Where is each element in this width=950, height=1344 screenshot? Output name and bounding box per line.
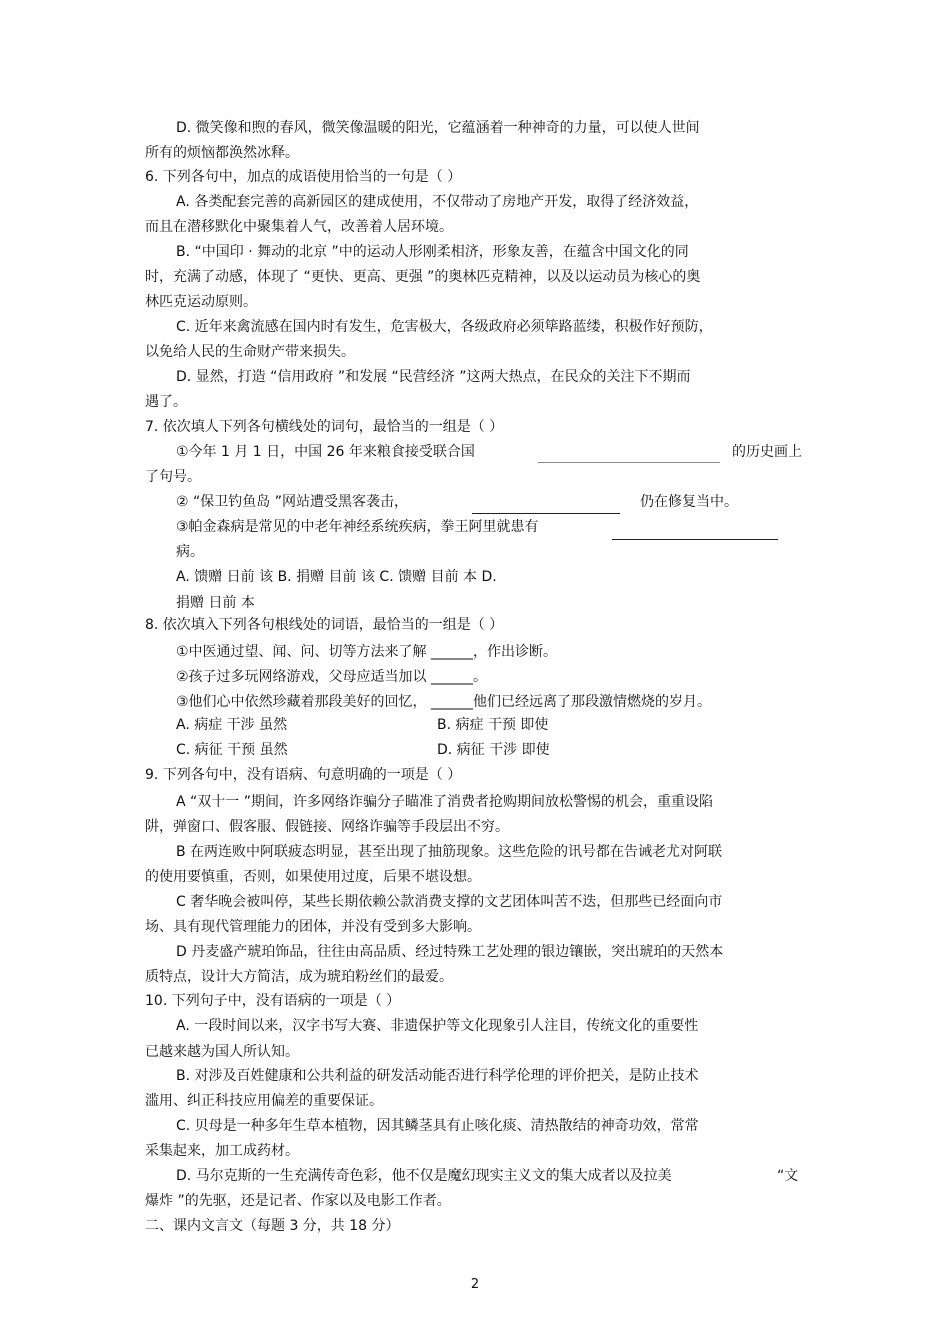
q9-option-c-line2: 场、具有现代管理能力的团体，并没有受到多大影响。	[145, 919, 481, 935]
q9-option-b-line2: 的使用要慎重，否则，如果使用过度，后果不堪设想。	[145, 869, 481, 885]
q5-option-d-line2: 所有的烦恼都涣然冰释。	[145, 145, 299, 161]
q10-option-b-line2: 滥用、纠正科技应用偏差的重要保证。	[145, 1093, 383, 1109]
q10-stem: 10. 下列句子中，没有语病的一项是（ ）	[145, 993, 401, 1009]
q7-sentence1-part3: 了句号。	[145, 469, 201, 485]
q8-sentence1: ①中医通过望、闻、问、切等方法来了解 ______，作出诊断。	[176, 644, 557, 660]
q10-option-d-line2: 爆炸 ”的先驱，还是记者、作家以及电影工作者。	[145, 1193, 451, 1209]
q9-option-b-line1: B 在两连败中阿联疲态明显，甚至出现了抽筋现象。这些危险的讯号都在告诫老尤对阿联	[176, 844, 723, 860]
q9-option-c-line1: C 奢华晚会被叫停，某些长期依赖公款消费支撑的文艺团体叫苦不迭，但那些已经面向市	[176, 894, 723, 910]
q7-sentence2-part2: 仍在修复当中。	[640, 494, 738, 510]
q10-option-b-line1: B. 对涉及百姓健康和公共利益的研发活动能否进行科学伦理的评价把关，是防止技术	[176, 1068, 699, 1084]
q9-option-d-line2: 质特点，设计大方简洁，成为琥珀粉丝们的最爱。	[145, 969, 453, 985]
q8-option-d: D. 病征 干涉 即使	[437, 742, 550, 758]
q7-blank1	[538, 462, 720, 463]
page-number: 2	[470, 1277, 480, 1292]
q9-option-d-line1: D 丹麦盛产琥珀饰品，往往由高品质、经过特殊工艺处理的银边镶嵌，突出琥珀的天然本	[176, 944, 724, 960]
q8-option-c: C. 病征 干预 虽然	[176, 742, 288, 758]
q6-option-b-line3: 林匹克运动原则。	[145, 294, 257, 310]
q6-option-c-line2: 以免给人民的生命财产带来损失。	[145, 344, 355, 360]
q6-option-d-line1: D. 显然，打造 “信用政府 ”和发展 “民营经济 ”这两大热点，在民众的关注下不期而	[176, 369, 691, 385]
q7-options-line1: A. 馈赠 日前 该 B. 捐赠 目前 该 C. 馈赠 目前 本 D.	[176, 569, 497, 585]
q9-stem: 9. 下列各句中，没有语病、句意明确的一项是（ ）	[145, 767, 462, 783]
q7-sentence3-part2: 病。	[176, 544, 204, 560]
q7-sentence3-part1: ③帕金森病是常见的中老年神经系统疾病，拳王阿里就患有	[176, 519, 539, 535]
q7-sentence2-part1: ② “保卫钓鱼岛 ”网站遭受黑客袭击，	[176, 494, 408, 510]
q8-sentence3: ③他们心中依然珍藏着那段美好的回忆， ______他们已经远离了那段激情燃烧的岁月。	[176, 694, 711, 710]
q10-option-d-line1-end: “文	[777, 1168, 799, 1184]
q10-option-a-line1: A. 一段时间以来，汉字书写大赛、非遗保护等文化现象引人注目，传统文化的重要性	[176, 1018, 699, 1034]
q6-stem: 6. 下列各句中，加点的成语使用恰当的一句是（ ）	[145, 169, 462, 185]
q7-sentence1-part2: 的历史画上	[732, 444, 802, 460]
q10-option-c-line1: C. 贝母是一种多年生草本植物，因其鳞茎具有止咳化痰、清热散结的神奇功效，常常	[176, 1118, 699, 1134]
q6-option-a-line2: 而且在潜移默化中聚集着人气，改善着人居环境。	[145, 219, 453, 235]
q10-option-c-line2: 采集起来，加工成药材。	[145, 1143, 299, 1159]
q9-option-a-line1: A “双十一 ”期间，许多网络诈骗分子瞄准了消费者抢购期间放松警惕的机会，重重设陷	[176, 794, 713, 810]
q5-option-d-line1: D. 微笑像和煦的春风，微笑像温暖的阳光，它蕴涵着一种神奇的力量，可以使人世间	[176, 120, 700, 136]
q10-option-d-line1: D. 马尔克斯的一生充满传奇色彩，他不仅是魔幻现实主义文的集大成者以及拉美	[176, 1168, 672, 1184]
q7-sentence1-part1: ①今年 1 月 1 日，中国 26 年来粮食接受联合国	[176, 444, 475, 460]
q8-option-a: A. 病症 干涉 虽然	[176, 717, 288, 733]
q10-option-a-line2: 已越来越为国人所认知。	[145, 1044, 299, 1060]
q6-option-c-line1: C. 近年来禽流感在国内时有发生，危害极大，各级政府必须筚路蓝缕，积极作好预防，	[176, 319, 713, 335]
q8-stem: 8. 依次填入下列各句根线处的词语，最恰当的一组是（ ）	[145, 617, 504, 633]
q7-options-line2: 捐赠 日前 本	[176, 595, 255, 611]
q6-option-d-line2: 遇了。	[145, 394, 187, 410]
q6-option-b-line2: 时，充满了动感，体现了 “更快、更高、更强 ”的奥林匹克精神，以及以运动员为核心的奥	[145, 269, 701, 285]
q7-blank3	[612, 539, 778, 540]
section2-heading: 二、课内文言文（每题 3 分，共 18 分）	[145, 1218, 400, 1234]
q9-option-a-line2: 阱，弹窗口、假客服、假链接、网络诈骗等手段层出不穷。	[145, 819, 509, 835]
q8-sentence2: ②孩子过多玩网络游戏，父母应适当加以 ______。	[176, 669, 487, 685]
q7-stem: 7. 依次填人下列各句横线处的词句，最恰当的一组是（ ）	[145, 419, 504, 435]
q8-option-b: B. 病症 干预 即使	[437, 717, 549, 733]
q7-blank2	[472, 513, 620, 514]
q6-option-b-line1: B. “中国印 · 舞动的北京 ”中的运动人形刚柔相济，形象友善，在蕴含中国文化的同	[176, 244, 689, 260]
q6-option-a-line1: A. 各类配套完善的高新园区的建成使用，不仅带动了房地产开发，取得了经济效益，	[176, 194, 699, 210]
